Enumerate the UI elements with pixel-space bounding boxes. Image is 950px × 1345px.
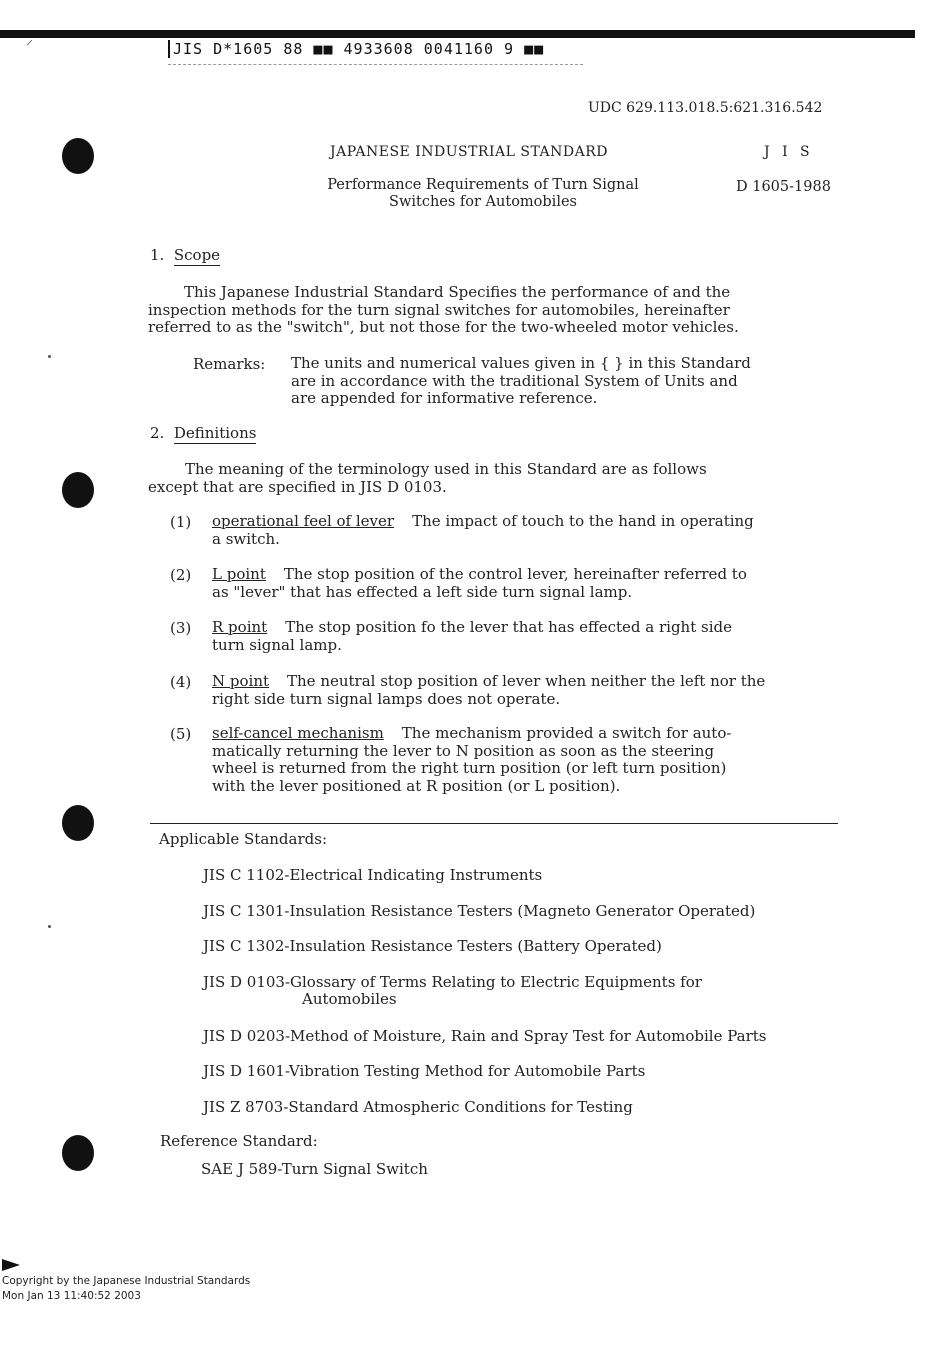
standard-item: JIS Z 8703-Standard Atmospheric Conditions for Testing [203,1098,633,1116]
definition-number: (5) [170,725,192,743]
definition-text: right side turn signal lamps does not operate. [212,689,561,708]
header-underline [168,64,583,65]
scan-arrow-mark [2,1259,20,1271]
scan-corner-mark: ⸍ [26,38,33,54]
definition-text: The neutral stop position of lever when neither the left nor the [287,672,766,690]
scope-paragraph [148,284,848,337]
footer-copyright: Copyright by the Japanese Industrial Standards [2,1275,251,1287]
footnote-divider [150,823,838,824]
definition-number: (1) [170,513,192,531]
title-line: Performance Requirements of Turn Signal [327,177,639,193]
definition-number: (3) [170,619,192,637]
reference-standard-heading: Reference Standard: [160,1132,318,1150]
header-code-line: JIS D*1605 88 ■■ 4933608 0041160 9 ■■ [168,40,544,58]
definition-text: turn signal lamp. [212,635,342,654]
standard-item: JIS D 1601-Vibration Testing Method for Automobile Parts [203,1062,646,1080]
jis-label: J I S [764,144,814,160]
definition-number: (4) [170,673,192,691]
remarks-line: The units and numerical values given in { } in this Standard [291,354,751,372]
remarks-line: are appended for informative reference. [291,389,598,407]
definitions-intro [148,461,848,496]
definition-item [212,619,842,654]
scan-speck [48,355,51,358]
definition-text: a switch. [212,529,280,548]
paragraph-line: inspection methods for the turn signal switches for automobiles, hereinafter [148,300,730,319]
definition-term: self-cancel mechanism [212,724,384,742]
definition-text: wheel is returned from the right turn position (or left turn position) [212,759,727,777]
definition-term: R point [212,618,268,636]
section-number: 1. [150,246,165,264]
section-title: Definitions [173,424,257,442]
title-line: Switches for Automobiles [389,194,577,210]
section-2-heading [150,424,256,442]
remarks-text [291,355,831,408]
paragraph-line: except that are specified in JIS D 0103. [148,477,447,496]
applicable-standards-heading: Applicable Standards: [159,830,327,848]
scan-speck [48,925,51,928]
remarks-label: Remarks: [193,355,266,373]
punch-hole [62,138,94,174]
section-1-heading [150,246,220,264]
standard-item: JIS C 1102-Electrical Indicating Instruments [203,866,543,884]
definition-term: operational feel of lever [212,512,395,530]
definition-text: The impact of touch to the hand in operating [412,512,754,530]
punch-hole [62,472,94,508]
standard-item-continuation: Automobiles [302,990,397,1008]
standard-org: JAPANESE INDUSTRIAL STANDARD [330,144,608,160]
standard-item: JIS D 0203-Method of Moisture, Rain and Spray Test for Automobile Parts [203,1027,767,1045]
definition-text: The stop position fo the lever that has effected a right side [285,618,732,636]
footer-timestamp: Mon Jan 13 11:40:52 2003 [2,1290,141,1302]
paragraph-line: This Japanese Industrial Standard Specifies the performance of and the [184,283,731,301]
document-title [300,177,666,211]
standard-item: JIS C 1301-Insulation Resistance Testers (Magneto Generator Operated) [203,902,756,920]
standard-item: JIS C 1302-Insulation Resistance Testers (Battery Operated) [203,937,662,955]
paragraph-line: referred to as the "switch", but not those for the two-wheeled motor vehicles. [148,318,739,336]
definition-term: L point [212,565,266,583]
scan-top-bar [0,30,915,38]
udc-number: UDC 629.113.018.5:621.316.542 [588,100,823,116]
section-title: Scope [173,246,221,264]
definition-number: (2) [170,566,192,584]
punch-hole [62,1135,94,1171]
definition-text: with the lever positioned at R position (or L position). [212,776,621,795]
definition-text: The stop position of the control lever, hereinafter referred to [283,565,747,583]
standard-item: JIS D 0103-Glossary of Terms Relating to Electric Equipments for [203,973,702,991]
definition-text: The mechanism provided a switch for auto- [401,724,732,742]
definition-item [212,673,842,708]
definition-item [212,725,842,795]
reference-standard-item: SAE J 589-Turn Signal Switch [201,1160,428,1178]
definition-text: matically returning the lever to N position as soon as the steering [212,741,715,760]
section-number: 2. [150,424,165,442]
definition-term: N point [212,672,270,690]
definition-item [212,566,842,601]
paragraph-line: The meaning of the terminology used in this Standard are as follows [185,460,707,478]
document-number: D 1605-1988 [736,179,831,195]
definition-item [212,513,842,548]
definition-text: as "lever" that has effected a left side turn signal lamp. [212,582,633,601]
punch-hole [62,805,94,841]
remarks-line: are in accordance with the traditional System of Units and [291,371,738,390]
